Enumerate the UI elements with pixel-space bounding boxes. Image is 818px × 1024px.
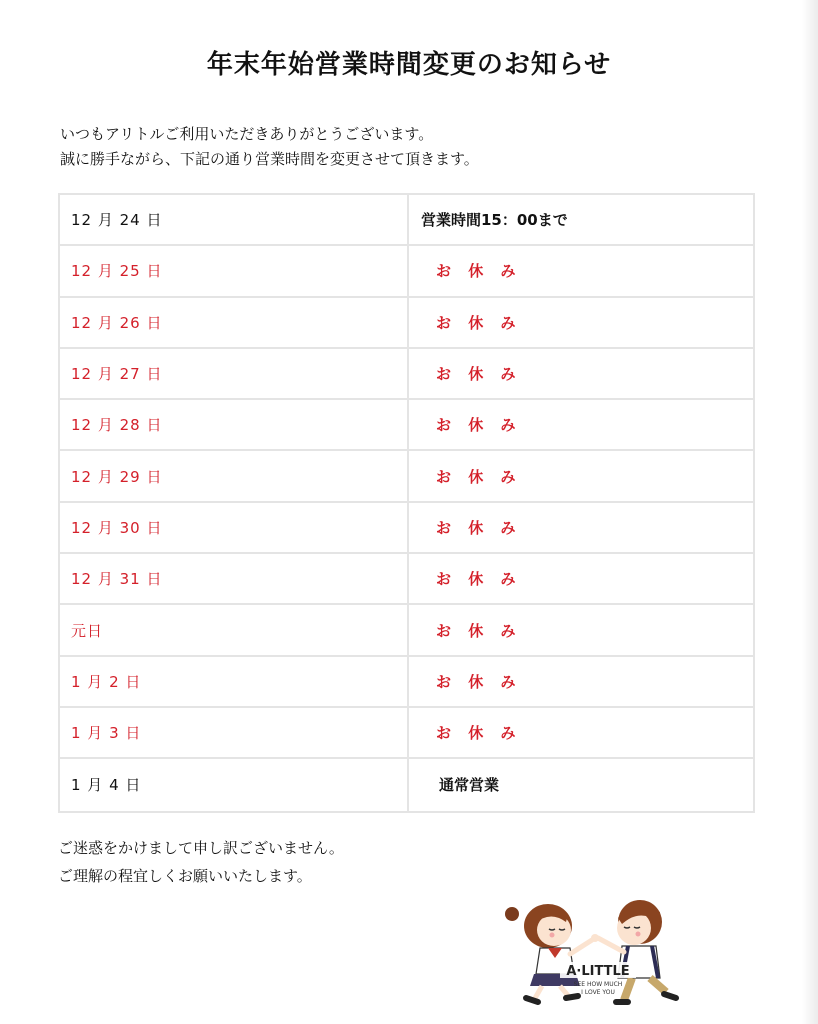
intro-line: いつもアリトルご利用いただきありがとうございます。: [60, 125, 434, 143]
page-title: 年末年始営業時間変更のお知らせ: [206, 50, 612, 80]
table-row: [60, 246, 753, 297]
date-cell: 12 月 31 日: [60, 554, 409, 603]
table-row: [60, 195, 753, 246]
page-edge-shadow: [802, 0, 818, 1024]
status-cell: お 休 み: [436, 416, 522, 435]
status-cell: お 休 み: [436, 672, 522, 691]
intro-line: 誠に勝手ながら、下記の通り営業時間を変更させて頂きます。: [60, 150, 479, 168]
table-row: [60, 503, 753, 554]
date-cell: 元日: [60, 605, 409, 654]
status-cell: お 休 み: [436, 262, 522, 281]
table-row: [60, 400, 753, 451]
status-cell: お 休 み: [436, 365, 522, 384]
brand-logo: [500, 892, 700, 1010]
date-cell: 1 月 2 日: [60, 657, 409, 706]
status-cell: お 休 み: [436, 570, 522, 589]
status-cell: お 休 み: [436, 467, 522, 486]
schedule-table: [58, 193, 755, 813]
intro-text: [60, 122, 479, 172]
date-cell: 1 月 4 日: [60, 759, 409, 810]
status-cell: 営業時間15：00まで: [421, 211, 568, 230]
table-row: [60, 657, 753, 708]
status-cell: お 休 み: [436, 621, 522, 640]
outro-text: [58, 834, 344, 890]
date-cell: 12 月 27 日: [60, 349, 409, 398]
status-cell: お 休 み: [436, 724, 522, 743]
date-cell: 12 月 24 日: [60, 195, 409, 244]
date-cell: 12 月 28 日: [60, 400, 409, 449]
status-cell: お 休 み: [436, 313, 522, 332]
date-cell: 12 月 30 日: [60, 503, 409, 552]
brand-tagline: I LOVE YOU: [581, 989, 615, 996]
brand-tagline: SEE HOW MUCH: [573, 981, 623, 988]
table-row: [60, 349, 753, 400]
table-row: [60, 451, 753, 502]
table-row: [60, 759, 753, 810]
date-cell: 12 月 29 日: [60, 451, 409, 500]
status-cell: 通常営業: [439, 776, 500, 795]
table-row: [60, 605, 753, 656]
brand-name: A·LITTLE: [566, 964, 630, 979]
date-cell: 12 月 25 日: [60, 246, 409, 295]
date-cell: 1 月 3 日: [60, 708, 409, 757]
outro-line: ご理解の程宜しくお願いいたします。: [58, 867, 312, 885]
table-row: [60, 298, 753, 349]
outro-line: ご迷惑をかけまして申し訳ございません。: [58, 839, 344, 857]
date-cell: 12 月 26 日: [60, 298, 409, 347]
table-row: [60, 708, 753, 759]
status-cell: お 休 み: [436, 518, 522, 537]
table-row: [60, 554, 753, 605]
